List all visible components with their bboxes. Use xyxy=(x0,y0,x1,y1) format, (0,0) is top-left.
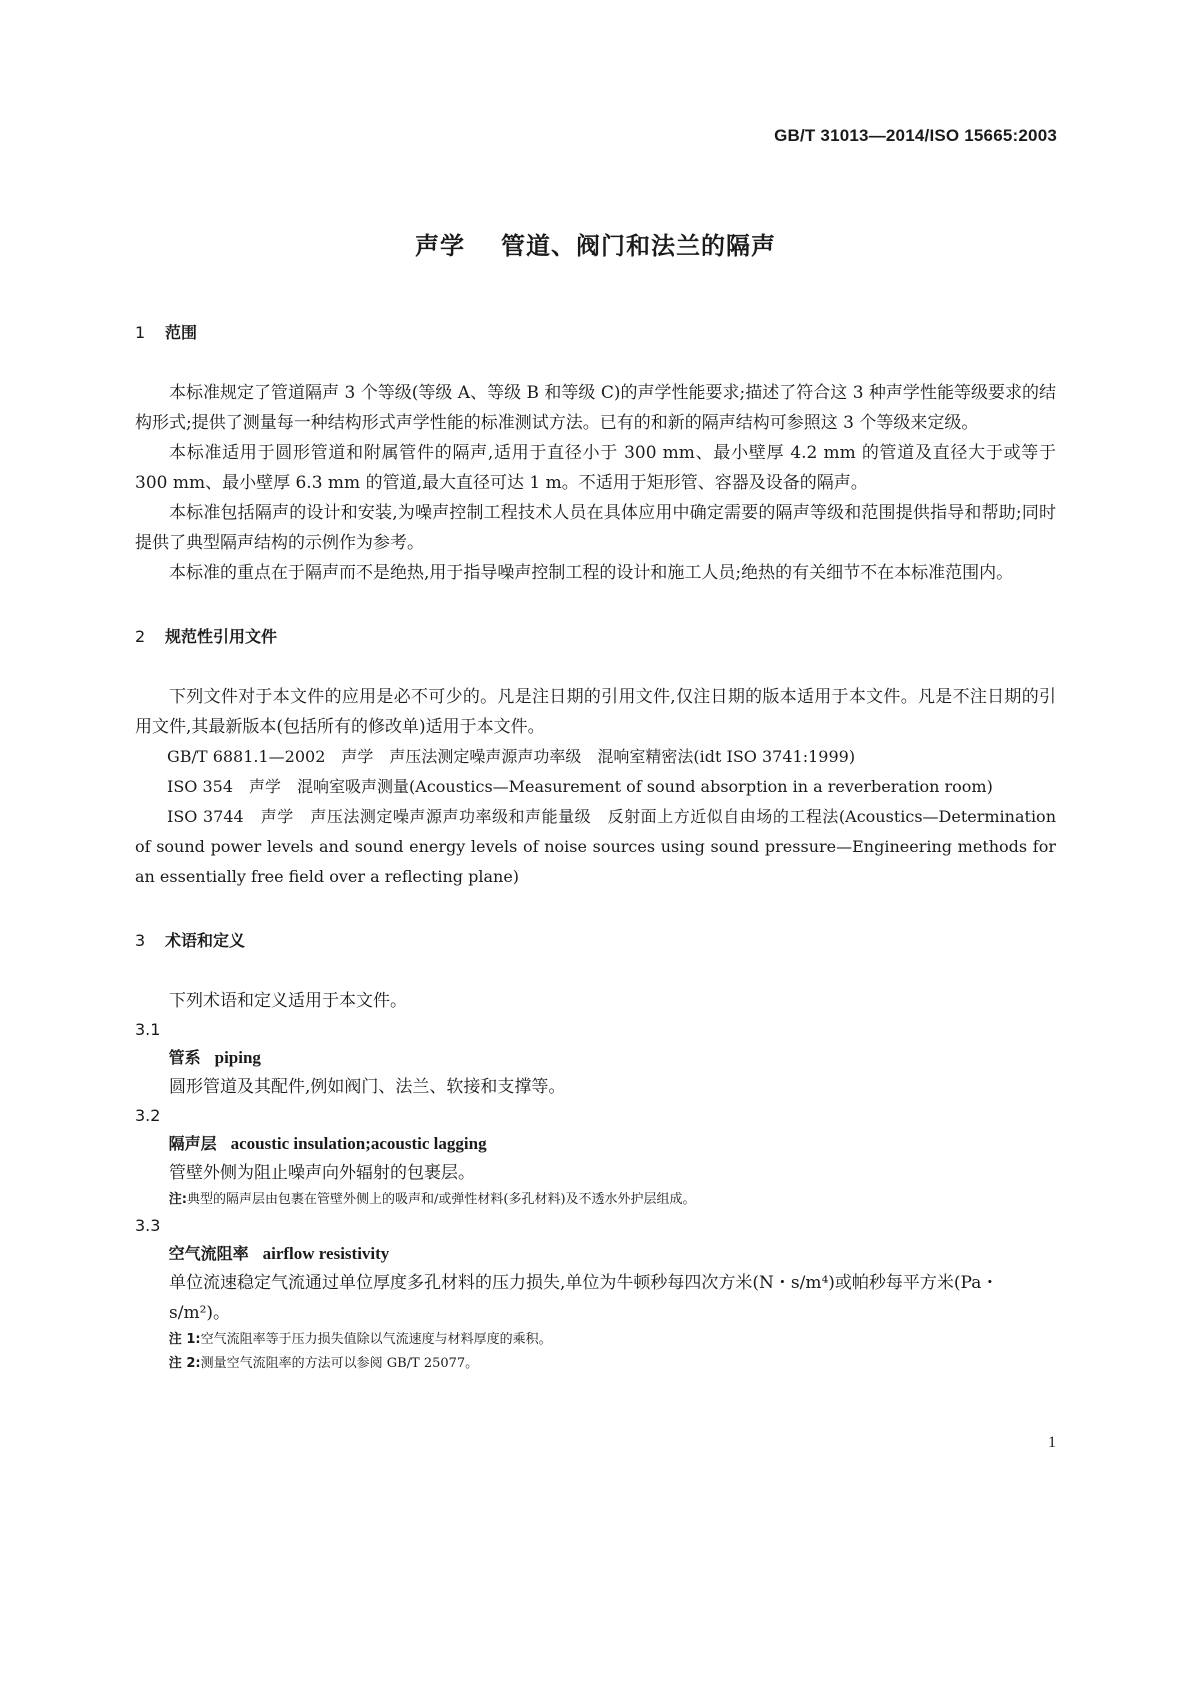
term-en: acoustic insulation;acoustic lagging xyxy=(230,1134,487,1153)
references-intro: 下列文件对于本文件的应用是必不可少的。凡是注日期的引用文件,仅注日期的版本适用于本文件。凡是不注日期的引用文件,其最新版本(包括所有的修改单)适用于本文件。 xyxy=(135,687,1056,737)
term-zh: 管系 xyxy=(168,1048,201,1067)
note-label: 注 2: xyxy=(168,1356,201,1371)
reference-item: GB/T 6881.1—2002 声学 声压法测定噪声源声功率级 混响室精密法(idt ISO 3741:1999) xyxy=(167,747,856,766)
term-note xyxy=(135,1188,1056,1212)
term-zh: 隔声层 xyxy=(168,1134,217,1153)
term-zh: 空气流阻率 xyxy=(168,1244,249,1263)
reference-item: ISO 3744 声学 声压法测定噪声源声功率级和声能量级 反射面上方近似自由场的工程法(Acoustics—Determination of sound power levels and sound energy levels of noise sources using sound pressure—Engineering methods for an essentially free field over a reflecting plane) xyxy=(135,807,1056,886)
term-number: 3.3 xyxy=(135,1216,161,1235)
term-note xyxy=(135,1328,1056,1352)
reference-item: ISO 354 声学 混响室吸声测量(Acoustics—Measurement of sound absorption in a reverberation room) xyxy=(167,777,993,796)
section-number: 2 xyxy=(135,627,146,646)
term-definition: 圆形管道及其配件,例如阀门、法兰、软接和支撑等。 xyxy=(169,1077,566,1097)
term-entry xyxy=(135,1102,1056,1212)
title-part1: 声学 xyxy=(415,232,465,260)
section-number: 3 xyxy=(135,931,146,950)
section-3-heading xyxy=(135,930,1056,952)
note-label: 注 1: xyxy=(168,1332,201,1347)
term-note xyxy=(135,1352,1056,1376)
term-en: airflow resistivity xyxy=(262,1244,390,1263)
term-heading xyxy=(135,1130,1056,1158)
note-text: 测量空气流阻率的方法可以参阅 GB/T 25077。 xyxy=(200,1356,479,1371)
section-title: 范围 xyxy=(165,323,198,342)
section-1-heading xyxy=(135,322,1056,344)
term-heading xyxy=(135,1044,1056,1072)
term-number: 3.2 xyxy=(135,1106,161,1125)
term-heading xyxy=(135,1240,1056,1268)
term-entry xyxy=(135,1212,1056,1376)
scope-paragraph-2: 本标准适用于圆形管道和附属管件的隔声,适用于直径小于 300 mm、最小壁厚 4.2 mm 的管道及直径大于或等于 300 mm、最小壁厚 6.3 mm 的管道,最大直径可达 1 m。不适用于矩形管、容器及设备的隔声。 xyxy=(135,443,1056,493)
page-number: 1 xyxy=(1048,1434,1056,1451)
note-label: 注: xyxy=(168,1192,187,1207)
scope-paragraph-4: 本标准的重点在于隔声而不是绝热,用于指导噪声控制工程的设计和施工人员;绝热的有关细节不在本标准范围内。 xyxy=(169,563,1014,583)
term-en: piping xyxy=(214,1048,261,1067)
term-definition: 单位流速稳定气流通过单位厚度多孔材料的压力损失,单位为牛顿秒每四次方米(N・s/m⁴)或帕秒每平方米(Pa・s/m²)。 xyxy=(169,1273,999,1323)
document-title xyxy=(0,226,1191,261)
standard-code: GB/T 31013—2014/ISO 15665:2003 xyxy=(774,126,1057,145)
document-body xyxy=(135,322,1056,1376)
section-title: 规范性引用文件 xyxy=(165,627,278,646)
term-definition: 管壁外侧为阻止噪声向外辐射的包裹层。 xyxy=(169,1163,475,1183)
terms-intro: 下列术语和定义适用于本文件。 xyxy=(169,991,407,1011)
note-text: 空气流阻率等于压力损失值除以气流速度与材料厚度的乘积。 xyxy=(200,1332,552,1347)
note-text: 典型的隔声层由包裹在管壁外侧上的吸声和/或弹性材料(多孔材料)及不透水外护层组成。 xyxy=(187,1192,696,1207)
term-entry xyxy=(135,1016,1056,1102)
scope-paragraph-3: 本标准包括隔声的设计和安装,为噪声控制工程技术人员在具体应用中确定需要的隔声等级和范围提供指导和帮助;同时提供了典型隔声结构的示例作为参考。 xyxy=(135,503,1056,553)
scope-paragraph-1: 本标准规定了管道隔声 3 个等级(等级 A、等级 B 和等级 C)的声学性能要求;描述了符合这 3 种声学性能等级要求的结构形式;提供了测量每一种结构形式声学性能的标准测试方法。已有的和新的隔声结构可参照这 3 个等级来定级。 xyxy=(135,383,1056,433)
section-number: 1 xyxy=(135,323,146,342)
section-2-heading xyxy=(135,626,1056,648)
section-title: 术语和定义 xyxy=(165,931,246,950)
title-part2: 管道、阀门和法兰的隔声 xyxy=(501,232,776,260)
term-number: 3.1 xyxy=(135,1020,161,1039)
